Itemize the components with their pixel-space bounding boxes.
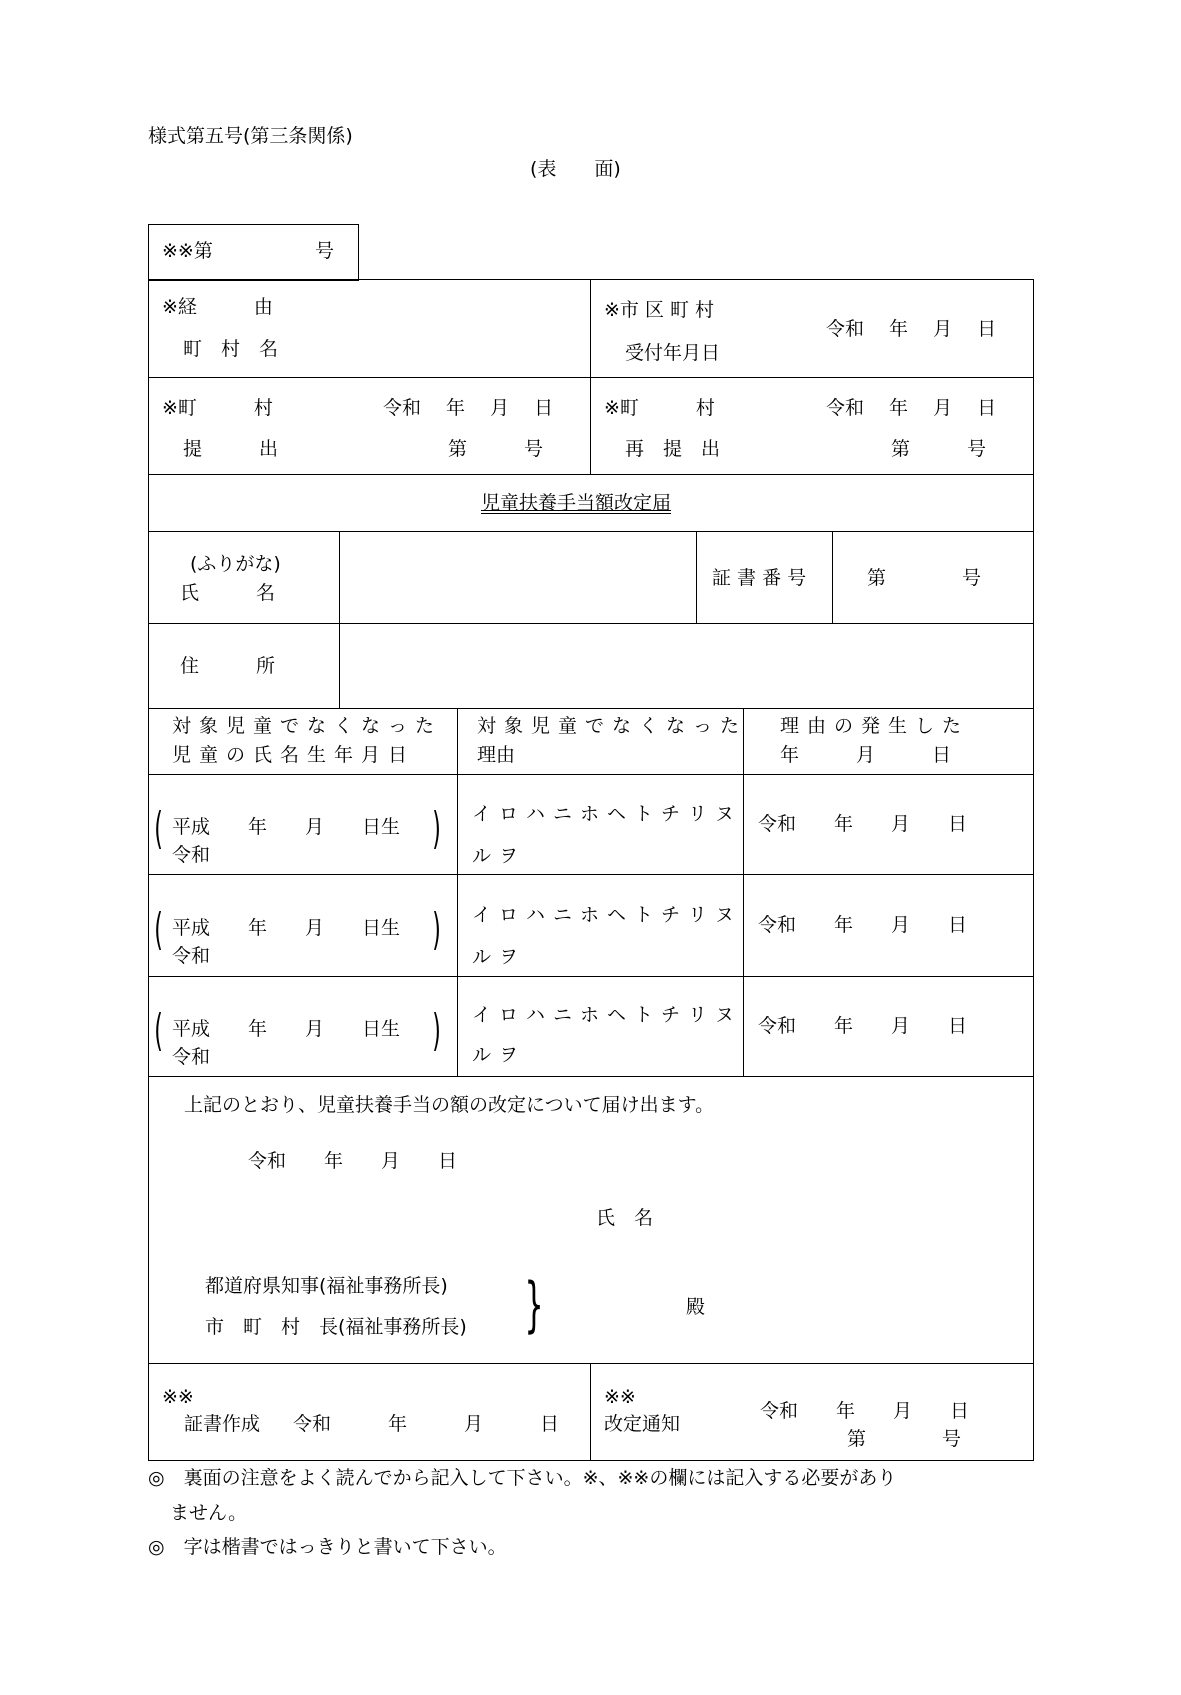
resubmit-label-2: 再 提 出 [625, 438, 721, 460]
name-label: 氏 名 [180, 582, 276, 604]
furigana-label: (ふりがな) [190, 553, 281, 575]
reason-date: 令和 年 月 日 [758, 1015, 968, 1037]
box-number-label: ※※第 [162, 240, 213, 262]
reason-options: イロハニホヘトチリヌ [472, 803, 743, 825]
reason-date: 令和 年 月 日 [758, 914, 968, 936]
honorific: 殿 [686, 1296, 706, 1318]
address-field[interactable] [341, 625, 1031, 707]
col-header-reason-2: 理由 [477, 744, 516, 766]
reason-date: 令和 年 月 日 [758, 813, 968, 835]
resubmit-date: 令和 年 月 日 [826, 397, 997, 419]
received-label: ※市 区 町 村 [604, 299, 715, 321]
cert-number: 第 号 [867, 567, 982, 589]
reason-options-2: ルヲ [472, 946, 527, 968]
resubmit-label: ※町 村 [604, 397, 715, 419]
note-2: ◎ 字は楷書ではっきりと書いて下さい。 [148, 1536, 507, 1558]
reason-options-2: ルヲ [472, 845, 527, 867]
col-header-reason: 対象児童でなくなった [477, 715, 748, 737]
birth-era: 令和 [172, 945, 211, 967]
submit-label-2: 提 出 [183, 438, 279, 460]
col-header-date-2: 年 月 日 [780, 744, 952, 766]
reason-options-2: ルヲ [472, 1044, 527, 1066]
declaration-date: 令和 年 月 日 [248, 1150, 458, 1172]
birth-era: 令和 [172, 1046, 211, 1068]
notice-mark: ※※ [604, 1386, 636, 1408]
cert-made-mark: ※※ [162, 1386, 194, 1408]
col-header-child: 対象児童でなくなった [172, 715, 443, 737]
birth-date: 平成 年 月 日生 [172, 1018, 401, 1040]
reason-options: イロハニホヘトチリヌ [472, 1004, 743, 1026]
side-label: (表 面) [530, 158, 621, 180]
reason-options: イロハニホヘトチリヌ [472, 904, 743, 926]
form-title: 児童扶養手当額改定届 [481, 492, 672, 514]
cert-made-label: 証書作成 [184, 1413, 261, 1435]
addressee-mayor: 市 町 村 長(福祉事務所長) [205, 1316, 467, 1338]
received-date: 令和 年 月 日 [826, 318, 997, 340]
form-number: 様式第五号(第三条関係) [148, 125, 353, 147]
birth-era: 令和 [172, 844, 211, 866]
birth-date: 平成 年 月 日生 [172, 917, 401, 939]
submit-number: 第 号 [448, 438, 544, 460]
col-header-child-2: 児童の氏名生年月日 [172, 744, 416, 766]
applicant-name-label: 氏 名 [596, 1207, 654, 1229]
form-page: 様式第五号(第三条関係) (表 面) ※※第 号 ※経 由 町 村 名 ※市 区 町 村 受付年月日 令和 年 月 日 ※町 村 提 出 令和 年 月 日 第 号 ※町 村 再 提 出 令和 年 月 日 第 号 児童扶養手当額改定届 (ふりがな) 氏 名 証 書 番 号 第 号 住 所 対象児童でなくなった 児童の氏名生年月日 対象児童でなくなった 理由 理由の発生した 年 月 日 ( ) 平成 年 月 日生 令和 イロハニホヘトチリヌ ルヲ 令和 年 月 日 ( ) 平成 年 月 日生 令和 イロハニホヘトチリヌ ルヲ 令和 年 月 日 ( ) 平成 年 月 日生 令和 イロハニホヘトチリヌ ルヲ 令和 年 月 日 上記のとおり、児童扶養手当の額の改定について届け出ます。 令和 年 月 日 氏 名 都道府県知事(福祉事務所長) 市 町 村 長(福祉事務所長) } 殿 ※※ 証書作成 令和 年 月 日 ※※ 改定通知 令和 年 月 日 第 号 ◎ 裏面の注意をよく読んでから記入して下さい。※、※※の欄には記入する必要があり ません。 ◎ 字は楷書ではっきりと書いて下さい。 [0, 0, 1181, 1695]
submit-label: ※町 村 [162, 397, 273, 419]
note-1-cont: ません。 [170, 1502, 248, 1524]
submit-date: 令和 年 月 日 [383, 397, 554, 419]
received-date-label: 受付年月日 [625, 342, 721, 364]
box-number-suffix: 号 [315, 240, 335, 262]
notice-number: 第 号 [847, 1428, 962, 1450]
address-label: 住 所 [180, 655, 276, 677]
col-header-date: 理由の発生した [780, 715, 970, 737]
birth-date: 平成 年 月 日生 [172, 816, 401, 838]
name-field[interactable] [341, 533, 695, 622]
cert-made-date: 令和 年 月 日 [293, 1413, 560, 1435]
via-label: ※経 由 [162, 296, 273, 318]
notice-date: 令和 年 月 日 [760, 1400, 970, 1422]
town-name-label: 町 村 名 [183, 338, 279, 360]
declaration-text: 上記のとおり、児童扶養手当の額の改定について届け出ます。 [184, 1094, 715, 1116]
addressee-governor: 都道府県知事(福祉事務所長) [205, 1275, 448, 1297]
note-1: ◎ 裏面の注意をよく読んでから記入して下さい。※、※※の欄には記入する必要があり [148, 1467, 897, 1489]
cert-number-label: 証 書 番 号 [712, 567, 807, 589]
notice-label: 改定通知 [604, 1413, 681, 1435]
resubmit-number: 第 号 [891, 438, 987, 460]
